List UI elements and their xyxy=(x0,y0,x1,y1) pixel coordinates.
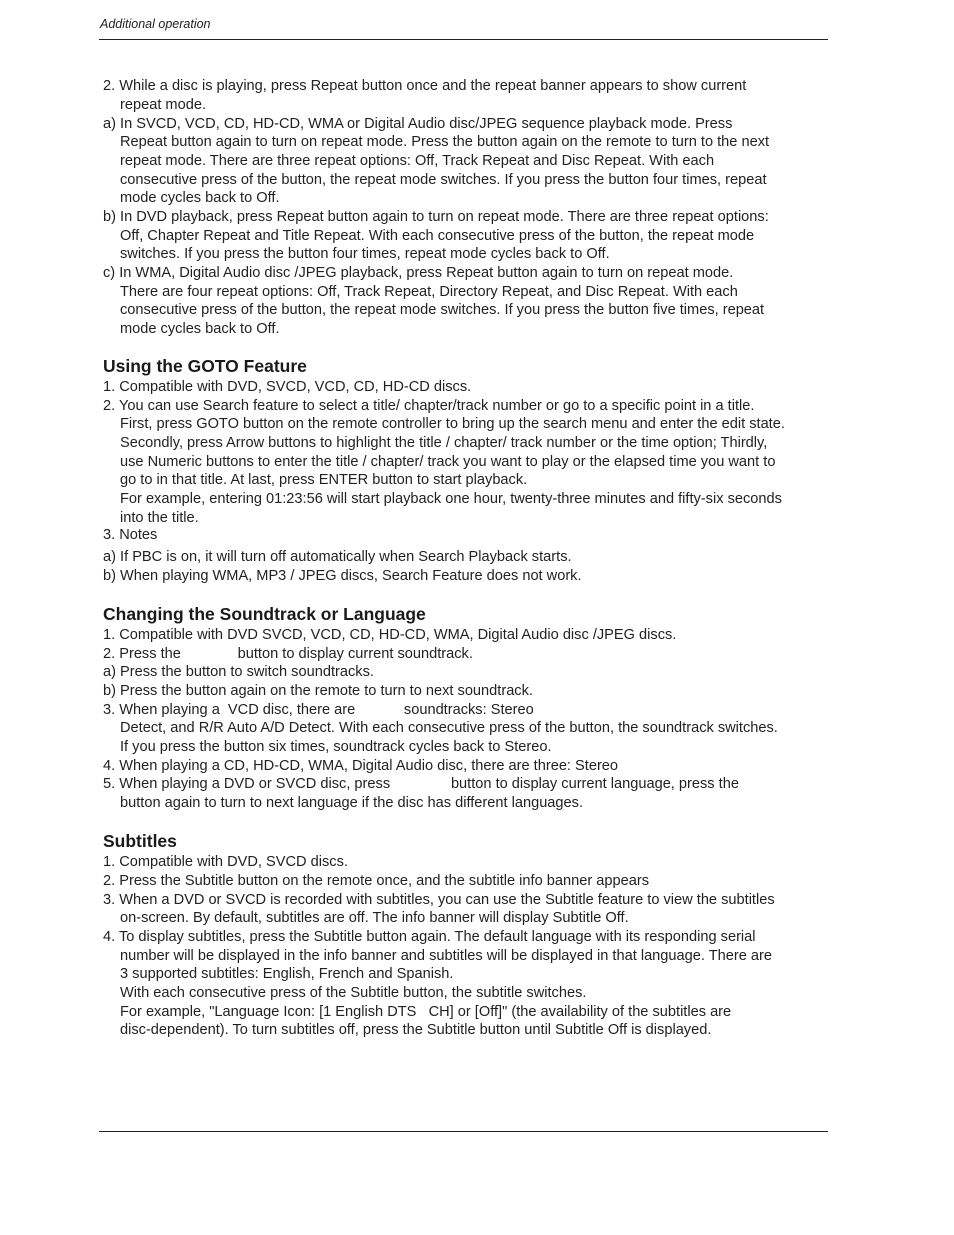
section-heading-subtitles: Subtitles xyxy=(103,831,177,851)
text-line: Repeat button again to turn on repeat mode. Press the button again on the remote to turn to the next xyxy=(120,134,770,150)
text-line: 2. While a disc is playing, press Repeat button once and the repeat banner appears to show current xyxy=(103,78,747,94)
text-line: 1. Compatible with DVD, SVCD, VCD, CD, HD-CD discs. xyxy=(103,379,472,395)
text-line: 5. When playing a DVD or SVCD disc, press button to display current language, press the xyxy=(103,776,739,792)
text-line: 4. When playing a CD, HD-CD, WMA, Digital Audio disc, there are three: Stereo xyxy=(103,758,619,774)
text-line: 2. Press the button to display current soundtrack. xyxy=(103,646,473,662)
text-line: For example, entering 01:23:56 will start playback one hour, twenty-three minutes and fifty-six seconds xyxy=(120,491,782,507)
text-line: number will be displayed in the info banner and subtitles will be displayed in that language. There are xyxy=(120,948,772,964)
text-line: Secondly, press Arrow buttons to highlight the title / chapter/ track number or the time option; Thirdly, xyxy=(120,435,768,451)
text-line: b) When playing WMA, MP3 / JPEG discs, Search Feature does not work. xyxy=(103,568,582,584)
text-line: With each consecutive press of the Subtitle button, the subtitle switches. xyxy=(120,985,587,1001)
text-line: 3. Notes xyxy=(103,527,158,543)
text-line: switches. If you press the button four times, repeat mode cycles back to Off. xyxy=(120,246,610,262)
section-heading-soundtrack: Changing the Soundtrack or Language xyxy=(103,604,426,624)
text-line: c) In WMA, Digital Audio disc /JPEG playback, press Repeat button again to turn on repeat mode. xyxy=(103,265,734,281)
text-line: There are four repeat options: Off, Track Repeat, Directory Repeat, and Disc Repeat. With each xyxy=(120,284,738,300)
text-line: First, press GOTO button on the remote controller to bring up the search menu and enter the edit state. xyxy=(120,416,785,432)
text-line: 2. You can use Search feature to select a title/ chapter/track number or go to a specific point in a title. xyxy=(103,398,755,414)
text-line: 1. Compatible with DVD, SVCD discs. xyxy=(103,854,348,870)
text-line: For example, "Language Icon: [1 English DTS CH] or [Off]" (the availability of the subtitles are xyxy=(120,1004,732,1020)
text-line: button again to turn to next language if the disc has different languages. xyxy=(120,795,584,811)
text-line: mode cycles back to Off. xyxy=(120,321,280,337)
text-line: mode cycles back to Off. xyxy=(120,190,280,206)
text-line: 4. To display subtitles, press the Subtitle button again. The default language with its responding serial xyxy=(103,929,756,945)
text-line: If you press the button six times, soundtrack cycles back to Stereo. xyxy=(120,739,552,755)
section-heading-goto: Using the GOTO Feature xyxy=(103,356,307,376)
text-line: b) In DVD playback, press Repeat button again to turn on repeat mode. There are three repeat options: xyxy=(103,209,769,225)
text-line: a) In SVCD, VCD, CD, HD-CD, WMA or Digital Audio disc/JPEG sequence playback mode. Press xyxy=(103,116,733,132)
text-line: disc-dependent). To turn subtitles off, press the Subtitle button until Subtitle Off is displayed. xyxy=(120,1022,712,1038)
text-line: 2. Press the Subtitle button on the remote once, and the subtitle info banner appears xyxy=(103,873,650,889)
text-line: 3. When playing a VCD disc, there are soundtracks: Stereo xyxy=(103,702,534,718)
text-line: Off, Chapter Repeat and Title Repeat. With each consecutive press of the button, the repeat mode xyxy=(120,228,755,244)
text-line: consecutive press of the button, the repeat mode switches. If you press the button five times, repeat xyxy=(120,302,765,318)
text-line: a) If PBC is on, it will turn off automatically when Search Playback starts. xyxy=(103,549,572,565)
footer-divider xyxy=(99,1131,828,1132)
text-line: repeat mode. xyxy=(120,97,206,113)
text-line: b) Press the button again on the remote to turn to next soundtrack. xyxy=(103,683,533,699)
text-line: go to in that title. At last, press ENTER button to start playback. xyxy=(120,472,528,488)
text-line: a) Press the button to switch soundtracks. xyxy=(103,664,374,680)
page-header: Additional operation xyxy=(100,17,211,31)
text-line: 3. When a DVD or SVCD is recorded with subtitles, you can use the Subtitle feature to view the subtitles xyxy=(103,892,775,908)
text-line: repeat mode. There are three repeat options: Off, Track Repeat and Disc Repeat. With each xyxy=(120,153,715,169)
text-line: 3 supported subtitles: English, French and Spanish. xyxy=(120,966,454,982)
header-divider xyxy=(99,39,828,40)
text-line: 1. Compatible with DVD SVCD, VCD, CD, HD-CD, WMA, Digital Audio disc /JPEG discs. xyxy=(103,627,677,643)
text-line: use Numeric buttons to enter the title / chapter/ track you want to play or the elapsed time you want to xyxy=(120,454,776,470)
text-line: into the title. xyxy=(120,510,199,526)
text-line: Detect, and R/R Auto A/D Detect. With each consecutive press of the button, the soundtrack switches. xyxy=(120,720,778,736)
text-line: on-screen. By default, subtitles are off. The info banner will display Subtitle Off. xyxy=(120,910,629,926)
text-line: consecutive press of the button, the repeat mode switches. If you press the button four times, repeat xyxy=(120,172,767,188)
